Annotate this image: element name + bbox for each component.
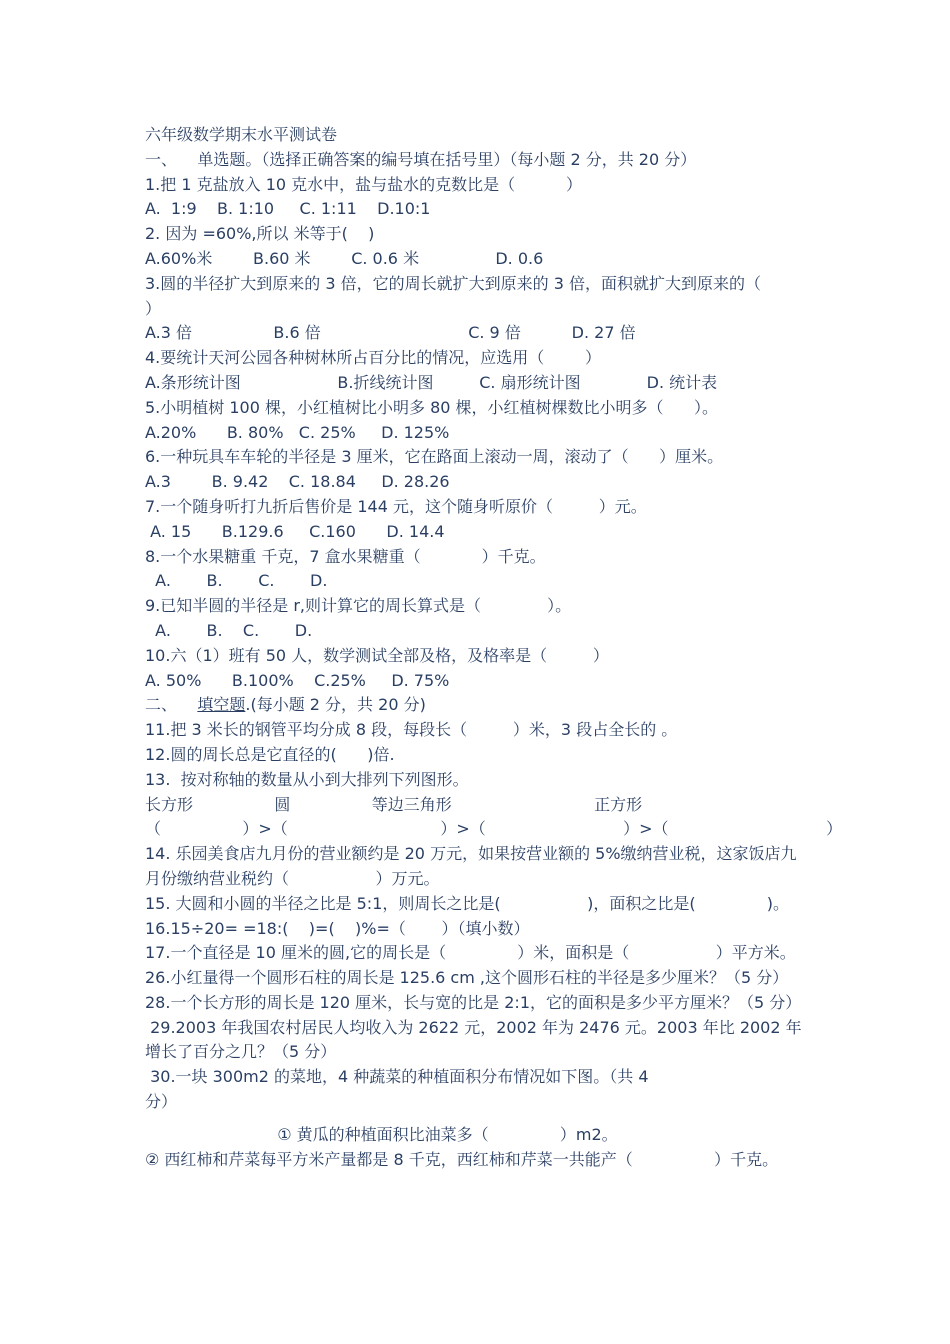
question-11: 11.把 3 米长的钢管平均分成 8 段，每段长（ ）米，3 段占全长的 。 xyxy=(145,720,678,740)
question-29-continuation: 增长了百分之几？（5 分） xyxy=(145,1042,337,1062)
question-10: 10.六（1）班有 50 人，数学测试全部及格，及格率是（ ） xyxy=(145,645,609,665)
question-3-continuation: ） xyxy=(145,298,162,318)
section-2-instructions: .(每小题 2 分，共 20 分) xyxy=(245,695,426,715)
question-2-options: A.60%米 B.60 米 C. 0.6 米 D. 0.6 xyxy=(145,248,544,268)
question-3-options: A.3 倍 B.6 倍 C. 9 倍 D. 27 倍 xyxy=(145,323,636,343)
section-1-instructions: 单选题。（选择正确答案的编号填在括号里）（每小题 2 分，共 20 分） xyxy=(197,149,697,169)
question-14-continuation: 月份缴纳营业税约（ ）万元。 xyxy=(145,868,440,888)
question-26: 26.小红量得一个圆形石柱的周长是 125.6 cm ,这个圆形石柱的半径是多少厘米？（5 分） xyxy=(145,968,789,988)
section-1-number: 一、 xyxy=(145,149,198,169)
question-3: 3.圆的半径扩大到原来的 3 倍，它的周长就扩大到原来的 3 倍，面积就扩大到原来的（ xyxy=(145,273,761,293)
question-13-shapes: 长方形 圆 等边三角形 正方形 xyxy=(145,794,643,814)
question-30-part-2: ② 西红柿和芹菜每平方米产量都是 8 千克，西红柿和芹菜一共能产（ ）千克。 xyxy=(145,1149,779,1169)
question-4-options: A.条形统计图 B.折线统计图 C. 扇形统计图 D. 统计表 xyxy=(145,372,718,392)
question-12: 12.圆的周长总是它直径的( )倍. xyxy=(145,744,395,764)
question-1-options: A. 1:9 B. 1:10 C. 1:11 D.10:1 xyxy=(145,199,431,219)
question-5: 5.小明植树 100 棵，小红植树比小明多 80 棵，小红植树棵数比小明多（ ）。 xyxy=(145,397,719,417)
question-10-options: A. 50% B.100% C.25% D. 75% xyxy=(145,670,450,690)
spacer xyxy=(145,1115,825,1123)
page-title: 六年级数学期末水平测试卷 xyxy=(145,125,338,144)
question-28: 28.一个长方形的周长是 120 厘米，长与宽的比是 2:1，它的面积是多少平方厘米？（5 分） xyxy=(145,992,802,1012)
question-9: 9.已知半圆的半径是 r,则计算它的周长算式是（ ）。 xyxy=(145,596,572,616)
question-7: 7.一个随身听打九折后售价是 144 元，这个随身听原价（ ）元。 xyxy=(145,496,647,516)
exam-paper xyxy=(145,123,843,1172)
question-30-part-1: ① 黄瓜的种植面积比油菜多（ ）m2。 xyxy=(145,1124,618,1144)
question-6: 6.一种玩具车车轮的半径是 3 厘米，它在路面上滚动一周，滚动了（ ）厘米。 xyxy=(145,447,724,467)
question-13: 13. 按对称轴的数量从小到大排列下列图形。 xyxy=(145,769,469,789)
question-30-continuation: 分） xyxy=(145,1092,178,1112)
section-2-heading xyxy=(145,693,825,718)
question-15: 15. 大圆和小圆的半径之比是 5:1，则周长之比是( )，面积之比是( )。 xyxy=(145,893,790,913)
question-14: 14. 乐园美食店九月份的营业额约是 20 万元，如果按营业额的 5%缴纳营业税，这家饭店九 xyxy=(145,844,797,864)
question-2: 2. 因为 =60%,所以 米等于( ) xyxy=(145,224,375,244)
question-9-options: A. B. C. D. xyxy=(145,620,313,640)
question-30: 30.一块 300m2 的菜地，4 种蔬菜的种植面积分布情况如下图。（共 4 xyxy=(145,1067,649,1087)
section-2-number: 二、 xyxy=(145,695,198,715)
question-1: 1.把 1 克盐放入 10 克水中，盐与盐水的克数比是（ ） xyxy=(145,174,583,194)
question-17: 17.一个直径是 10 厘米的圆,它的周长是（ ）米，面积是（ ）平方米。 xyxy=(145,943,796,963)
question-5-options: A.20% B. 80% C. 25% D. 125% xyxy=(145,422,450,442)
question-8-options: A. B. C. D. xyxy=(145,571,328,591)
question-4: 4.要统计天河公园各种树林所占百分比的情况，应选用（ ） xyxy=(145,348,601,368)
question-8: 8.一个水果糖重 千克，7 盒水果糖重（ ）千克。 xyxy=(145,546,546,566)
question-7-options: A. 15 B.129.6 C.160 D. 14.4 xyxy=(145,521,445,541)
question-13-blanks: （ ）>（ ）>（ ）>（ ） xyxy=(145,819,843,839)
question-6-options: A.3 B. 9.42 C. 18.84 D. 28.26 xyxy=(145,472,450,492)
section-2-title: 填空题 xyxy=(197,695,246,715)
question-29: 29.2003 年我国农村居民人均收入为 2622 元，2002 年为 2476 元。2003 年比 2002 年 xyxy=(145,1017,802,1037)
section-1-heading xyxy=(145,148,825,173)
question-16: 16.15÷20= =18:( )=( )%=（ ）（填小数） xyxy=(145,918,530,938)
